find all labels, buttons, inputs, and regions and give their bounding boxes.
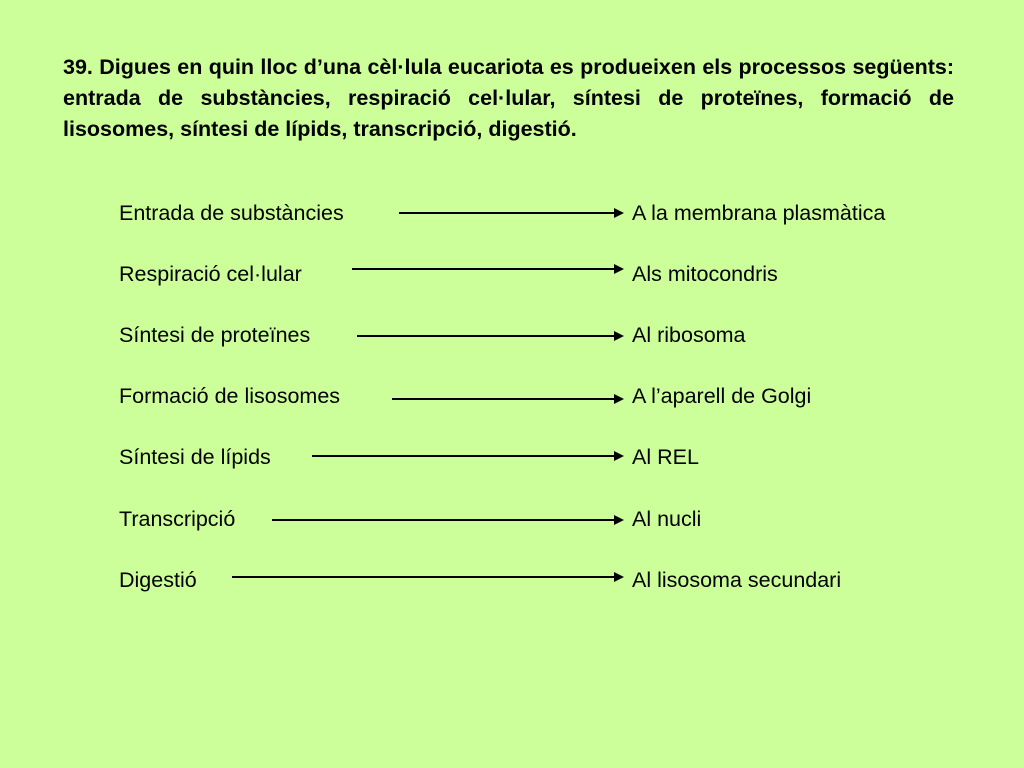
location-label: A la membrana plasmàtica xyxy=(632,201,886,225)
pair-row-lisosomes xyxy=(0,381,1024,411)
process-label: Entrada de substàncies xyxy=(119,201,344,225)
pair-row-transcripcio xyxy=(0,504,1024,534)
question-text: 39. Digues en quin lloc d’una cèl·lula eucariota es produeixen els processos següents: entrada de substàncies, respiració cel·lular, síntesi de proteïnes, formació de lisosomes, síntesi de lípids, transcripció, digestió. xyxy=(63,55,954,141)
pair-row-lipids xyxy=(0,442,1024,472)
pair-row-entrada xyxy=(0,198,1024,228)
pair-row-sintesi-proteines xyxy=(0,320,1024,350)
location-label: Al nucli xyxy=(632,507,702,531)
arrow-icon xyxy=(357,335,624,338)
arrow-icon xyxy=(352,268,624,271)
process-label: Transcripció xyxy=(119,507,236,531)
process-label: Formació de lisosomes xyxy=(119,384,341,408)
arrow-icon xyxy=(392,398,624,401)
pair-row-respiracio xyxy=(0,259,1024,289)
location-label: Al lisosoma secundari xyxy=(632,568,842,592)
location-label: Al ribosoma xyxy=(632,323,746,347)
arrow-icon xyxy=(272,519,624,522)
pair-row-digestio xyxy=(0,565,1024,595)
arrow-icon xyxy=(399,212,624,215)
location-label: Als mitocondris xyxy=(632,262,778,286)
location-label: A l’aparell de Golgi xyxy=(632,384,812,408)
location-label: Al REL xyxy=(632,445,699,469)
process-label: Síntesi de lípids xyxy=(119,445,271,469)
arrow-icon xyxy=(232,576,624,579)
arrow-icon xyxy=(312,455,624,458)
process-label: Digestió xyxy=(119,568,197,592)
process-label: Respiració cel·lular xyxy=(119,262,302,286)
process-label: Síntesi de proteïnes xyxy=(119,323,311,347)
